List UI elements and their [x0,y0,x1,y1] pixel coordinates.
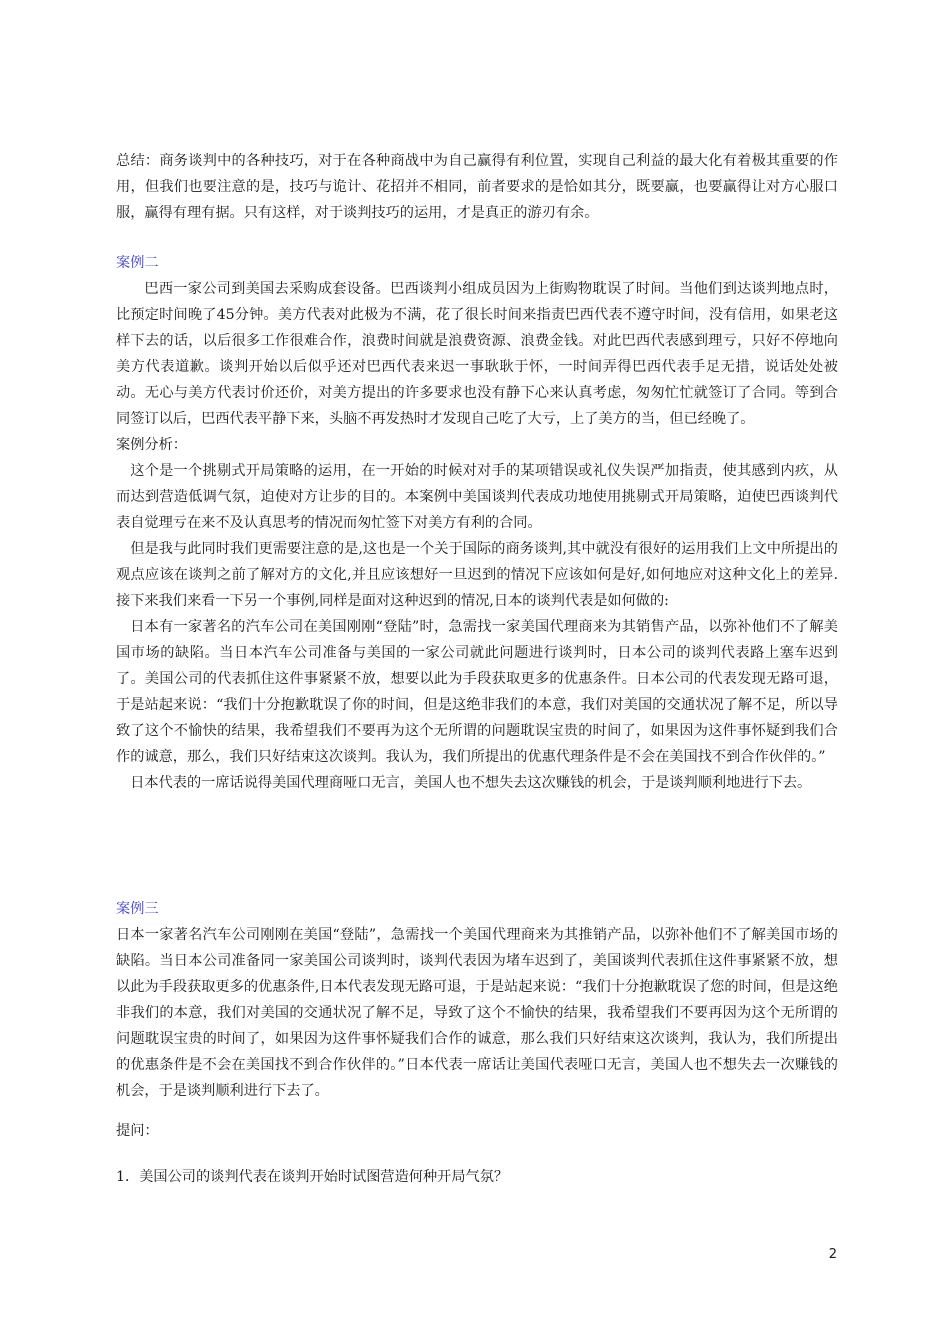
question-label-section [116,1118,838,1144]
case2-body: 巴西一家公司到美国去采购成套设备。巴西谈判小组成员因为上街购物耽误了时间。当他们到达谈判地点时，比预定时间晚了45分钟。美方代表对此极为不满，花了很长时间来指责巴西代表不遵守时间，没有信用，如果老这样下去的话，以后很多工作很难合作，浪费时间就是浪费资源、浪费金钱。对此巴西代表感到理亏，只好不停地向美方代表道歉。谈判开始以后似乎还对巴西代表来迟一事耿耿于怀，一时间弄得巴西代表手足无措，说话处处被动。无心与美方代表讨价还价，对美方提出的许多要求也没有静下心来认真考虑，匆匆忙忙就签订了合同。等到合同签订以后，巴西代表平静下来，头脑不再发热时才发现自己吃了大亏，上了美方的当，但已经晚了。 [116,281,838,427]
case3-body: 日本一家著名汽车公司刚刚在美国“登陆”，急需找一个美国代理商来为其推销产品，以弥补他们不了解美国市场的缺陷。当日本公司准备同一家美国公司谈判时，谈判代表因为堵车迟到了，美国谈判代表抓住这件事紧紧不放，想以此为手段获取更多的优惠条件,日本代表发现无路可退，于是站起来说：“我们十分抱歉耽误了您的时间，但是这绝非我们的本意，我们对美国的交通状况了解不足，导致了这个不愉快的结果，我希望我们不要再因为这个无所谓的问题耽误宝贵的时间了，如果因为这件事怀疑我们合作的诚意，那么我们只好结束这次谈判，我认为，我们所提出的优惠条件是不会在美国找不到合作伙伴的。”日本代表一席话让美国代表哑口无言，美国人也不想失去一次赚钱的机会，于是谈判顺利进行下去了。 [116,927,838,1099]
question-label: 提问： [116,1123,159,1139]
summary-paragraph: 总结：商务谈判中的各种技巧，对于在各种商战中为自己赢得有利位置，实现自己利益的最大化有着极其重要的作用，但我们也要注意的是，技巧与诡计、花招并不相同，前者要求的是恰如其分，既要赢，也要赢得让对方心服口服，赢得有理有据。只有这样，对于谈判技巧的运用，才是真正的游刃有余。 [116,153,838,221]
case2-analysis-paragraph: 但是我与此同时我们更需要注意的是,这也是一个关于国际的商务谈判,其中就没有很好的运用我们上文中所提出的观点应该在谈判之前了解对方的文化,并且应该想好一旦迟到的情况下应该如何是好,如何地应对这种文化上的差异.接下来我们来看一下另一个事例,同样是面对这种迟到的情况,日本的谈判代表是如何做的: [116,541,838,609]
case2-analysis-paragraph: 这个是一个挑剔式开局策略的运用，在一开始的时候对对手的某项错误或礼仪失误严加指责，使其感到内疚，从而达到营造低调气氛，迫使对方让步的目的。本案例中美国谈判代表成功地使用挑剔式开局策略，迫使巴西谈判代表自觉理亏在来不及认真思考的情况而匆忙签下对美方有利的合同。 [116,463,838,531]
case2-japan-story-paragraph: 日本有一家著名的汽车公司在美国刚刚“登陆”时，急需找一家美国代理商来为其销售产品，以弥补他们不了解美国市场的缺陷。当日本汽车公司准备与美国的一家公司就此问题进行谈判时，日本公司的谈判代表路上塞车迟到了。美国公司的代表抓住这件事紧紧不放，想要以此为手段获取更多的优惠条件。日本公司的代表发现无路可退，于是站起来说：“我们十分抱歉耽误了你的时间，但是这绝非我们的本意，我们对美国的交通状况了解不足，所以导致了这个不愉快的结果，我希望我们不要再为这个无所谓的问题耽误宝贵的时间了，如果因为这件事怀疑到我们合作的诚意，那么，我们只好结束这次谈判。我认为，我们所提出的优惠代理条件是不会在美国找不到合作伙伴的。” [116,619,838,765]
case3-section [116,896,838,1104]
case2-section [116,250,838,796]
summary-section [116,148,838,226]
question-item: 1．美国公司的谈判代表在谈判开始时试图营造何种开局气氛？ [116,1169,509,1185]
case2-analysis-label: 案例分析： [116,437,187,453]
case3-heading: 案例三 [116,901,159,917]
case2-heading: 案例二 [116,255,159,271]
case2-conclusion-paragraph: 日本代表的一席话说得美国代理商哑口无言，美国人也不想失去这次赚钱的机会，于是谈判顺利地进行下去。 [130,775,812,791]
page-number: 2 [828,1247,837,1262]
question-list [116,1164,838,1190]
